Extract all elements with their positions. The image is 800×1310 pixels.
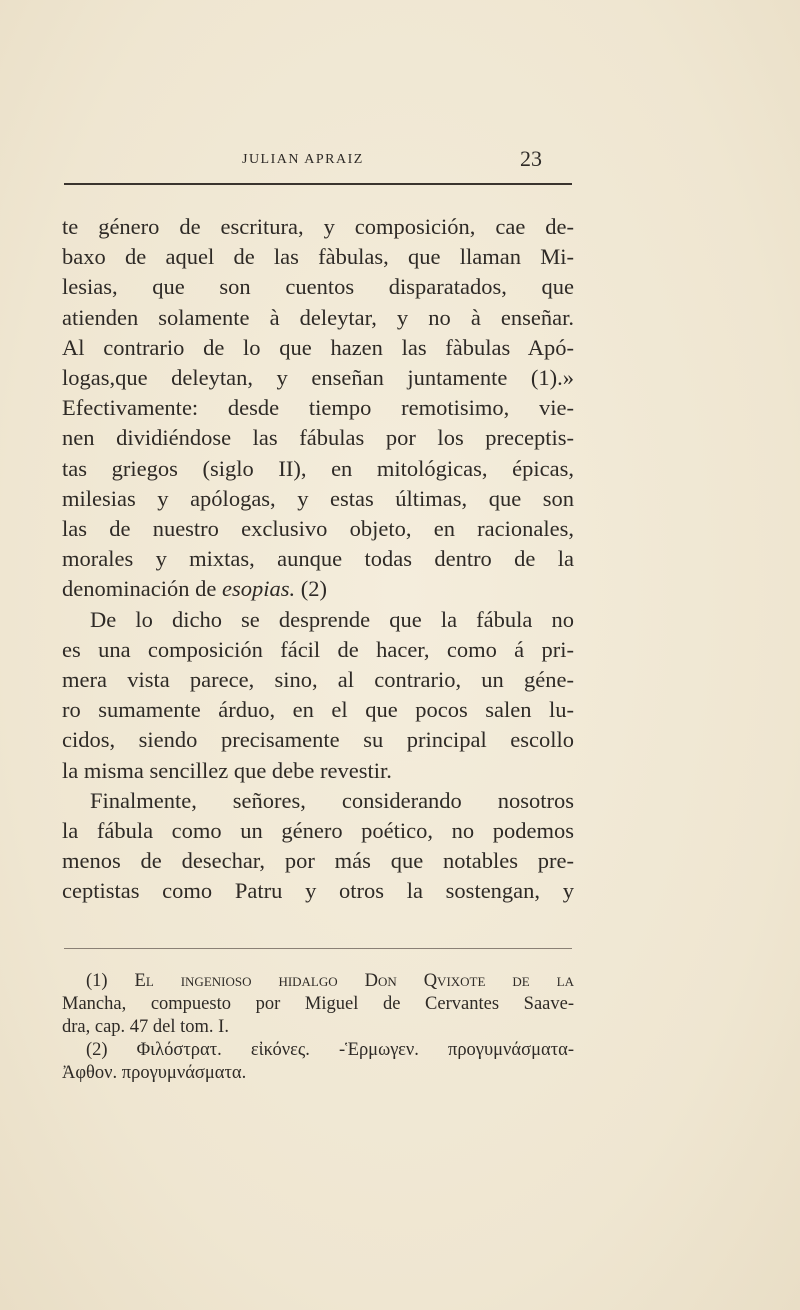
text-line: atienden solamente à deleytar, y no à enseñar. [62,304,574,330]
footnote-line: Ἀφθον. προγυμνάσματα. [62,1063,247,1083]
text-line: menos de desechar, por más que notables pre- [62,848,574,874]
page-header [62,146,572,176]
text-line: tas griegos (siglo II), en mitológicas, épicas, [62,455,574,481]
footnote-line: (2) Φιλόστρατ. εἰκόνες. -Ἑρμωγεν. προγυμνάσματα- [86,1040,574,1060]
text-line: ceptistas como Patru y otros la sostengan, y [62,878,574,904]
page-number: 23 [520,146,542,171]
footnote-line: dra, cap. 47 del tom. I. [62,1017,229,1037]
text-line: nen dividiéndose las fábulas por los preceptis- [62,425,574,451]
text-line: la misma sencillez que debe revestir. [62,757,392,783]
text-line [62,574,574,604]
text-line: lesias, que son cuentos disparatados, que [62,274,574,300]
text-line: milesias y apólogas, y estas últimas, que son [62,485,574,511]
header-rule [64,183,572,185]
text-line: De lo dicho se desprende que la fábula no [90,606,574,632]
text-line: morales y mixtas, aunque todas dentro de la [62,546,574,572]
text-line: te género de escritura, y composición, cae de- [62,214,574,239]
italic-term: esopias. [221,576,296,602]
text-line: cidos, siendo precisamente su principal escollo [62,727,574,753]
footnote-line: Mancha, compuesto por Miguel de Cervantes Saave- [62,994,574,1014]
text-segment: denominación de [62,576,222,602]
running-title: JULIAN APRAIZ [242,152,364,167]
footnote-rule [64,948,572,949]
text-line: logas,que deleytan, y enseñan juntamente (1).» [62,365,574,391]
footnote-ref: (2) [295,576,327,602]
text-line: baxo de aquel de las fàbulas, que llaman Mi- [62,244,574,270]
text-line: Finalmente, señores, considerando nosotros [90,787,574,813]
text-line: las de nuestro exclusivo objeto, en racionales, [62,516,574,542]
text-line: Efectivamente: desde tiempo remotisimo, vie- [62,395,574,421]
text-line: ro sumamente árduo, en el que pocos salen lu- [62,697,574,723]
text-line: mera vista parece, sino, al contrario, un géne- [62,667,574,693]
footnote-line: (1) El ingenioso hidalgo Don Qvixote de la [86,971,574,991]
body-text [62,212,574,907]
footnotes [62,970,574,1085]
text-line: es una composición fácil de hacer, como á pri- [62,636,574,662]
text-line: Al contrario de lo que hazen las fàbulas Apó- [62,334,574,360]
text-line: la fábula como un género poético, no podemos [62,818,574,844]
